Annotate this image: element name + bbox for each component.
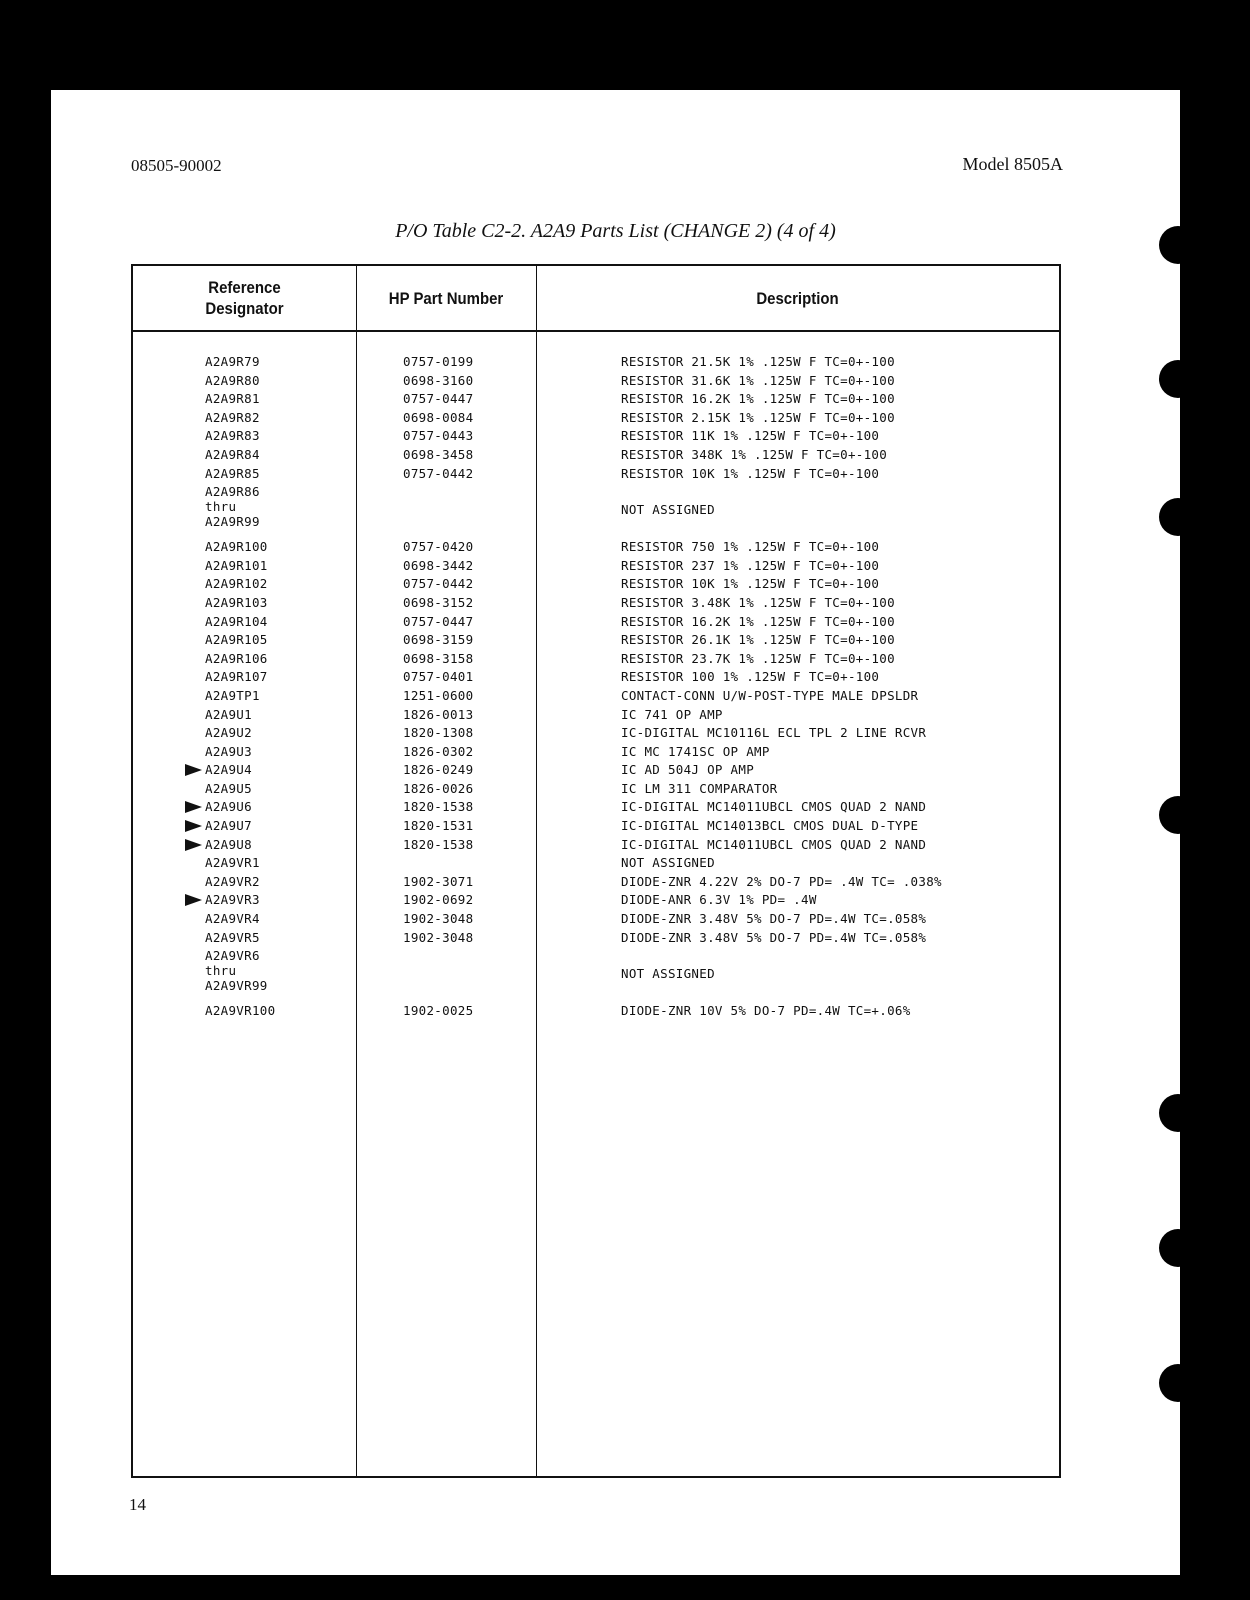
hp-part-number: 1902-0692 bbox=[403, 892, 474, 908]
reference-designator: A2A9R107 bbox=[205, 669, 268, 685]
table-row bbox=[133, 447, 1059, 466]
hp-part-number: 0698-3158 bbox=[403, 650, 474, 666]
hp-part-number: 0757-0447 bbox=[403, 391, 474, 407]
reference-designator: A2A9U4 bbox=[205, 762, 252, 778]
description: RESISTOR 21.5K 1% .125W F TC=0+-100 bbox=[621, 354, 895, 369]
hp-part-number: 1902-3048 bbox=[403, 911, 474, 927]
description: RESISTOR 31.6K 1% .125W F TC=0+-100 bbox=[621, 372, 895, 388]
table-row bbox=[133, 874, 1059, 893]
table-row bbox=[133, 373, 1059, 392]
table-row bbox=[133, 410, 1059, 429]
table-row bbox=[133, 595, 1059, 614]
table-row bbox=[133, 632, 1059, 651]
table-row bbox=[133, 781, 1059, 800]
description: NOT ASSIGNED bbox=[621, 502, 715, 518]
hp-part-number: 1820-1538 bbox=[403, 836, 474, 852]
reference-designator: A2A9R81 bbox=[205, 391, 260, 407]
hp-part-number: 1902-0025 bbox=[403, 1003, 474, 1019]
reference-designator: A2A9R83 bbox=[205, 428, 260, 444]
description: IC-DIGITAL MC10116L ECL TPL 2 LINE RCVR bbox=[621, 725, 927, 741]
table-row bbox=[133, 669, 1059, 688]
description: RESISTOR 2.15K 1% .125W F TC=0+-100 bbox=[621, 409, 895, 425]
description: RESISTOR 23.7K 1% .125W F TC=0+-100 bbox=[621, 650, 895, 666]
reference-designator: A2A9R104 bbox=[205, 613, 268, 629]
hp-part-number: 1902-3071 bbox=[403, 873, 474, 889]
reference-designator: A2A9R80 bbox=[205, 372, 260, 388]
description: IC LM 311 COMPARATOR bbox=[621, 780, 778, 796]
table-row bbox=[133, 762, 1059, 781]
table-row bbox=[133, 428, 1059, 447]
description: RESISTOR 16.2K 1% .125W F TC=0+-100 bbox=[621, 613, 895, 629]
change-marker-icon bbox=[185, 801, 202, 813]
description: DIODE-ZNR 3.48V 5% DO-7 PD=.4W TC=.058% bbox=[621, 911, 927, 927]
hp-part-number: 0698-3152 bbox=[403, 594, 474, 610]
table-row bbox=[133, 930, 1059, 949]
description: RESISTOR 11K 1% .125W F TC=0+-100 bbox=[621, 428, 880, 444]
reference-designator: A2A9VR6 thru A2A9VR99 bbox=[205, 948, 268, 994]
table-row bbox=[133, 614, 1059, 633]
reference-designator: A2A9VR3 bbox=[205, 892, 260, 908]
reference-designator: A2A9R101 bbox=[205, 557, 268, 573]
binder-hole bbox=[1159, 1364, 1197, 1402]
description: DIODE-ANR 6.3V 1% PD= .4W bbox=[621, 892, 817, 908]
table-row bbox=[133, 892, 1059, 911]
column-header-label: Description bbox=[756, 288, 839, 308]
reference-designator: A2A9VR2 bbox=[205, 873, 260, 889]
description: RESISTOR 348K 1% .125W F TC=0+-100 bbox=[621, 446, 888, 462]
description: CONTACT-CONN U/W-POST-TYPE MALE DPSLDR bbox=[621, 687, 919, 703]
hp-part-number: 0757-0401 bbox=[403, 669, 474, 685]
description: DIODE-ZNR 10V 5% DO-7 PD=.4W TC=+.06% bbox=[621, 1003, 911, 1019]
reference-designator: A2A9R106 bbox=[205, 650, 268, 666]
description: IC AD 504J OP AMP bbox=[621, 762, 755, 778]
hp-part-number: 0757-0442 bbox=[403, 465, 474, 481]
binder-hole bbox=[1159, 1094, 1197, 1132]
hp-part-number: 0757-0199 bbox=[403, 354, 474, 369]
description: RESISTOR 26.1K 1% .125W F TC=0+-100 bbox=[621, 632, 895, 648]
table-row bbox=[133, 651, 1059, 670]
table-row bbox=[133, 466, 1059, 485]
binder-hole bbox=[1159, 1229, 1197, 1267]
table-row bbox=[133, 354, 1059, 373]
reference-designator: A2A9U1 bbox=[205, 706, 252, 722]
table-row bbox=[133, 855, 1059, 874]
hp-part-number: 1820-1538 bbox=[403, 799, 474, 815]
hp-part-number: 1826-0249 bbox=[403, 762, 474, 778]
table-row bbox=[133, 744, 1059, 763]
table-row bbox=[133, 576, 1059, 595]
description: NOT ASSIGNED bbox=[621, 966, 715, 982]
table-row bbox=[133, 1003, 1059, 1022]
description: NOT ASSIGNED bbox=[621, 855, 715, 871]
table-row bbox=[133, 484, 1059, 539]
description: RESISTOR 16.2K 1% .125W F TC=0+-100 bbox=[621, 391, 895, 407]
table-row bbox=[133, 558, 1059, 577]
reference-designator: A2A9U3 bbox=[205, 743, 252, 759]
reference-designator: A2A9R79 bbox=[205, 354, 260, 369]
document-page bbox=[51, 90, 1180, 1575]
hp-part-number: 1251-0600 bbox=[403, 687, 474, 703]
hp-part-number: 1826-0026 bbox=[403, 780, 474, 796]
binder-hole bbox=[1159, 796, 1197, 834]
reference-designator: A2A9R100 bbox=[205, 539, 268, 555]
table-row bbox=[133, 837, 1059, 856]
hp-part-number: 0757-0447 bbox=[403, 613, 474, 629]
column-header-label: Reference Designator bbox=[205, 278, 284, 318]
reference-designator: A2A9U7 bbox=[205, 818, 252, 834]
table-row bbox=[133, 391, 1059, 410]
description: RESISTOR 100 1% .125W F TC=0+-100 bbox=[621, 669, 880, 685]
model-label: Model 8505A bbox=[962, 154, 1063, 174]
page-number: 14 bbox=[129, 1495, 146, 1514]
hp-part-number: 1826-0302 bbox=[403, 743, 474, 759]
column-header-description bbox=[567, 266, 1027, 330]
description: RESISTOR 750 1% .125W F TC=0+-100 bbox=[621, 539, 880, 555]
description: RESISTOR 10K 1% .125W F TC=0+-100 bbox=[621, 465, 880, 481]
column-header-label: HP Part Number bbox=[388, 288, 504, 308]
table-row bbox=[133, 688, 1059, 707]
hp-part-number: 1826-0013 bbox=[403, 706, 474, 722]
document-number: 08505-90002 bbox=[131, 156, 222, 175]
hp-part-number: 1820-1308 bbox=[403, 725, 474, 741]
parts-table bbox=[131, 264, 1061, 1478]
header-divider bbox=[133, 330, 1059, 332]
hp-part-number: 0757-0443 bbox=[403, 428, 474, 444]
table-row bbox=[133, 725, 1059, 744]
reference-designator: A2A9R102 bbox=[205, 576, 268, 592]
table-row bbox=[133, 818, 1059, 837]
description: DIODE-ZNR 4.22V 2% DO-7 PD= .4W TC= .038% bbox=[621, 873, 942, 889]
description: RESISTOR 10K 1% .125W F TC=0+-100 bbox=[621, 576, 880, 592]
hp-part-number: 0757-0420 bbox=[403, 539, 474, 555]
reference-designator: A2A9TP1 bbox=[205, 687, 260, 703]
description: IC-DIGITAL MC14011UBCL CMOS QUAD 2 NAND bbox=[621, 836, 927, 852]
hp-part-number: 1902-3048 bbox=[403, 929, 474, 945]
hp-part-number: 1820-1531 bbox=[403, 818, 474, 834]
reference-designator: A2A9U5 bbox=[205, 780, 252, 796]
table-row bbox=[133, 539, 1059, 558]
table-row bbox=[133, 948, 1059, 1003]
description: DIODE-ZNR 3.48V 5% DO-7 PD=.4W TC=.058% bbox=[621, 929, 927, 945]
description: IC 741 OP AMP bbox=[621, 706, 723, 722]
reference-designator: A2A9R85 bbox=[205, 465, 260, 481]
table-row bbox=[133, 707, 1059, 726]
change-marker-icon bbox=[185, 894, 202, 906]
table-row bbox=[133, 799, 1059, 818]
reference-designator: A2A9U2 bbox=[205, 725, 252, 741]
hp-part-number: 0698-3160 bbox=[403, 372, 474, 388]
table-body bbox=[133, 354, 1059, 1022]
table-title: P/O Table C2-2. A2A9 Parts List (CHANGE 2) (4 of 4) bbox=[395, 220, 836, 242]
reference-designator: A2A9R86 thru A2A9R99 bbox=[205, 484, 260, 530]
change-marker-icon bbox=[185, 764, 202, 776]
table-row bbox=[133, 911, 1059, 930]
reference-designator: A2A9U6 bbox=[205, 799, 252, 815]
hp-part-number: 0698-3159 bbox=[403, 632, 474, 648]
hp-part-number: 0757-0442 bbox=[403, 576, 474, 592]
hp-part-number: 0698-3458 bbox=[403, 446, 474, 462]
binder-hole bbox=[1159, 498, 1197, 536]
description: RESISTOR 237 1% .125W F TC=0+-100 bbox=[621, 557, 880, 573]
reference-designator: A2A9R84 bbox=[205, 446, 260, 462]
change-marker-icon bbox=[185, 820, 202, 832]
column-header-hp-part-number bbox=[367, 266, 525, 330]
reference-designator: A2A9VR5 bbox=[205, 929, 260, 945]
description: IC-DIGITAL MC14013BCL CMOS DUAL D-TYPE bbox=[621, 818, 919, 834]
change-marker-icon bbox=[185, 839, 202, 851]
column-header-reference-designator bbox=[146, 266, 342, 330]
hp-part-number: 0698-0084 bbox=[403, 409, 474, 425]
hp-part-number: 0698-3442 bbox=[403, 557, 474, 573]
description: IC-DIGITAL MC14011UBCL CMOS QUAD 2 NAND bbox=[621, 799, 927, 815]
reference-designator: A2A9U8 bbox=[205, 836, 252, 852]
binder-hole bbox=[1159, 226, 1197, 264]
description: RESISTOR 3.48K 1% .125W F TC=0+-100 bbox=[621, 594, 895, 610]
binder-hole bbox=[1159, 360, 1197, 398]
reference-designator: A2A9R105 bbox=[205, 632, 268, 648]
reference-designator: A2A9VR1 bbox=[205, 855, 260, 871]
reference-designator: A2A9VR4 bbox=[205, 911, 260, 927]
reference-designator: A2A9R103 bbox=[205, 594, 268, 610]
description: IC MC 1741SC OP AMP bbox=[621, 743, 770, 759]
reference-designator: A2A9VR100 bbox=[205, 1003, 276, 1019]
reference-designator: A2A9R82 bbox=[205, 409, 260, 425]
